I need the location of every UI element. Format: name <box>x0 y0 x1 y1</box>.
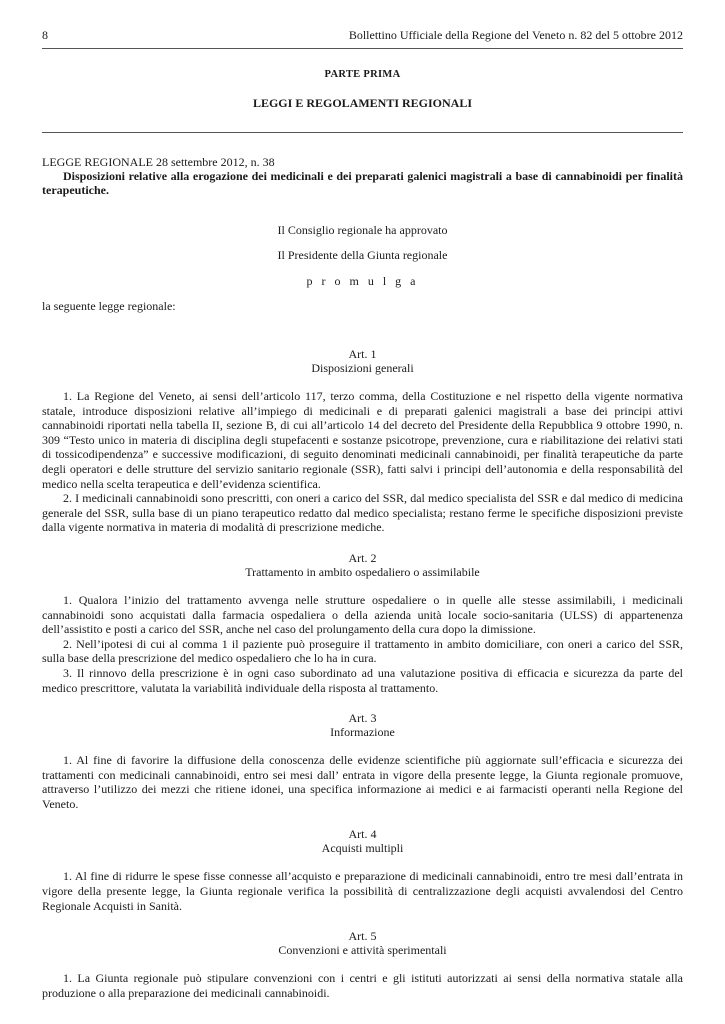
law-intro: la seguente legge regionale: <box>42 299 176 313</box>
article-body <box>42 869 683 913</box>
enactment-council: Il Consiglio regionale ha approvato <box>277 223 448 237</box>
article-paragraph: 1. Al fine di favorire la diffusione della conoscenza delle evidenze scientifiche più aggiornate sull’efficacia e sicurezza dei trattamenti con medicinali cannabinoidi, entro sei mesi dall’ entrata in vigore della presente legge, la Giunta regionale promuove, attraverso l’utilizzo dei mezzi che ritiene idonei, una specifica informazione ai medici e ai farmacisti operanti nella Regione del Veneto. <box>42 753 683 811</box>
article-title: Trattamento in ambito ospedaliero o assimilabile <box>245 564 480 579</box>
article-body <box>42 389 683 535</box>
article-2 <box>42 551 683 695</box>
article-title: Disposizioni generali <box>311 361 414 375</box>
article-number: Art. 3 <box>348 711 377 726</box>
article-number: Art. 5 <box>348 929 377 944</box>
law-heading: LEGGE REGIONALE 28 settembre 2012, n. 38 <box>42 155 275 169</box>
article-number: Art. 4 <box>348 827 377 842</box>
article-paragraph: 3. Il rinnovo della prescrizione è in ogni caso subordinato ad una valutazione positiva di efficacia e sicurezza da parte del medico prescrittore, valutata la variabilità individuale della risposta al trattamento. <box>42 665 683 695</box>
document-page <box>42 28 683 1000</box>
article-paragraph: 1. La Regione del Veneto, ai sensi dell’articolo 117, terzo comma, della Costituzione e nel rispetto della vigente normativa statale, introduce disposizioni relative all’impiego di medicinali e di preparati galenici magistrali a base dei principi attivi cannabinoidi riportati nella tabella II, sezione B, di cui all’articolo 14 del decreto del Presidente della Repubblica 9 ottobre 1990, n. 309 “Testo unico in materia di disciplina degli stupefacenti e sostanze psicotrope, prevenzione, cura e riabilitazione dei relativi stati di tossicodipendenza” e successive modificazioni, di seguito denominati medicinali cannabinoidi, per finalità terapeutiche da parte degli operatori e delle strutture del servizio sanitario regionale (SSR), fatti salvi i principi dell’autonomia e della responsabilità del medico nella scelta terapeutica e dell’evidenza scientifica. <box>42 389 683 491</box>
enactment-president: Il Presidente della Giunta regionale <box>277 248 448 262</box>
article-body <box>42 753 683 811</box>
enactment-promulga: p r o m u l g a <box>306 274 419 288</box>
article-1 <box>42 347 683 535</box>
article-paragraph: 1. La Giunta regionale può stipulare convenzioni con i centri e gli istituti autorizzati ai sensi della normativa statale alla produzione o alla preparazione dei medicinali cannabinoidi. <box>42 971 683 1000</box>
section-title: LEGGI E REGOLAMENTI REGIONALI <box>252 96 473 110</box>
article-4 <box>42 827 683 913</box>
article-title: Acquisti multipli <box>321 841 404 856</box>
article-body <box>42 593 683 695</box>
article-paragraph: 2. I medicinali cannabinoidi sono prescritti, con oneri a carico del SSR, dal medico specialista del SSR e dal medico di medicina generale del SSR, sulla base di un piano terapeutico redatto dal medico specialista; restano ferme le specifiche disposizioni previste dalla vigente normativa in materia di modalità di prescrizione mediche. <box>42 491 683 535</box>
publication-title: Bollettino Ufficiale della Regione del Veneto n. 82 del 5 ottobre 2012 <box>348 28 683 42</box>
article-number: Art. 2 <box>348 550 377 565</box>
part-title: PARTE PRIMA <box>324 69 401 80</box>
article-paragraph: 2. Nell’ipotesi di cui al comma 1 il paziente può proseguire il trattamento in ambito domiciliare, con oneri a carico del SSR, sulla base della prescrizione del medico ospedaliero che lo ha in cura. <box>42 636 683 666</box>
page-number: 8 <box>42 28 48 42</box>
article-3 <box>42 711 683 811</box>
law-subject: Disposizioni relative alla erogazione dei medicinali e dei preparati galenici magistrali a base di cannabinoidi per finalità terapeutiche. <box>42 169 683 197</box>
article-title: Informazione <box>330 725 395 740</box>
section-divider <box>42 132 683 133</box>
article-title: Convenzioni e attività sperimentali <box>278 943 447 958</box>
article-body <box>42 971 683 1000</box>
article-paragraph: 1. Qualora l’inizio del trattamento avvenga nelle strutture ospedaliere o in quelle alle stesse assimilabili, i medicinali cannabinoidi sono acquistati dalla farmacia ospedaliera o della azienda unità locale socio-sanitaria (ULSS) di appartenenza dell’assistito e posti a carico del SSR, anche nel caso del prolungamento della cura dopo la dimissione. <box>42 592 683 637</box>
article-paragraph: 1. Al fine di ridurre le spese fisse connesse all’acquisto e preparazione di medicinali cannabinoidi, entro tre mesi dall’entrata in vigore della presente legge, la Giunta regionale verifica la possibilità di centralizzazione degli acquisti avvalendosi del Centro Regionale Acquisti in Sanità. <box>42 869 683 913</box>
running-header <box>42 28 683 49</box>
article-number: Art. 1 <box>348 347 377 361</box>
article-5 <box>42 929 683 1000</box>
